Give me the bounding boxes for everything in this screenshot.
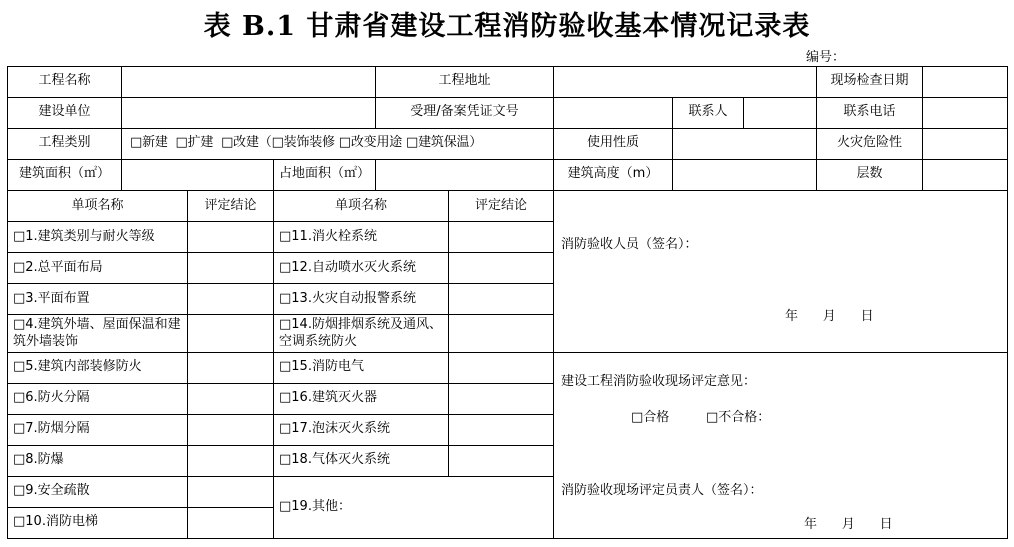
row-divider <box>7 97 1008 98</box>
col-divider <box>121 159 122 190</box>
items-header-result: 评定结论 <box>204 198 257 213</box>
item-left: □9.安全疏散 <box>13 483 90 498</box>
form-title: 表 B.1 甘肃省建设工程消防验收基本情况记录表 <box>203 11 811 42</box>
items-header-name: 单项名称 <box>334 198 387 213</box>
land-area-label: 占地面积（㎡） <box>278 166 370 181</box>
col-divider <box>553 66 554 97</box>
item-right: □14.防烟排烟系统及通风、空调系统防火 <box>279 317 442 349</box>
project-address-label: 工程地址 <box>438 73 491 88</box>
builder-label: 建设单位 <box>38 104 91 119</box>
col-divider <box>922 128 923 159</box>
item-left: □10.消防电梯 <box>13 514 98 529</box>
inspection-date-label: 现场检查日期 <box>830 73 909 88</box>
project-type-label: 工程类别 <box>38 135 91 150</box>
item-right: □18.气体灭火系统 <box>279 452 390 467</box>
row-divider <box>7 128 1008 129</box>
col-divider <box>922 66 923 97</box>
inspector-signature-label: 消防验收人员（签名）： <box>561 237 698 252</box>
evaluator-signature-date: 年 月 日 <box>804 517 893 532</box>
table-border-bottom <box>7 538 1008 539</box>
project-type-options: □新建 □扩建 □改建（□装饰装修 □改变用途 □建筑保温） <box>130 135 483 150</box>
row-divider <box>7 476 553 477</box>
item-left: □1.建筑类别与耐火等级 <box>13 229 155 244</box>
row-divider <box>7 507 273 508</box>
row-divider <box>7 283 553 284</box>
col-divider <box>375 159 376 190</box>
table-border-top <box>7 66 1008 67</box>
items-header-name: 单项名称 <box>71 198 124 213</box>
col-divider <box>121 128 122 159</box>
building-area-label: 建筑面积（㎡） <box>18 166 110 181</box>
col-divider <box>273 190 274 539</box>
col-divider <box>743 97 744 128</box>
pass-checkbox-label: □合格 <box>631 410 670 425</box>
row-divider <box>7 414 553 415</box>
col-divider <box>187 190 188 539</box>
col-divider <box>553 97 554 128</box>
item-right: □17.泡沫灭火系统 <box>279 421 390 436</box>
item-right: □16.建筑灭火器 <box>279 390 377 405</box>
row-divider <box>7 159 1008 160</box>
row-divider <box>7 383 553 384</box>
item-right: □15.消防电气 <box>279 359 364 374</box>
item-left: □4.建筑外墙、屋面保温和建筑外墙装饰 <box>13 317 181 349</box>
row-divider <box>7 445 553 446</box>
usage-label: 使用性质 <box>586 135 639 150</box>
evaluator-signature-label: 消防验收现场评定员责人（签名）： <box>561 483 763 498</box>
item-left: □3.平面布置 <box>13 291 90 306</box>
row-divider <box>7 252 553 253</box>
item-right: □13.火灾自动报警系统 <box>279 291 416 306</box>
row-divider <box>7 221 553 222</box>
floors-label: 层数 <box>856 166 883 181</box>
items-header-result: 评定结论 <box>474 198 527 213</box>
row-divider <box>7 314 553 315</box>
fail-checkbox-label: □不合格： <box>706 410 771 425</box>
item-left: □6.防火分隔 <box>13 390 90 405</box>
building-height-label: 建筑高度（m） <box>567 166 659 181</box>
acceptance-doc-label: 受理/备案凭证文号 <box>410 104 519 119</box>
evaluation-opinion-label: 建设工程消防验收现场评定意见： <box>561 374 757 389</box>
col-divider <box>121 66 122 97</box>
contact-phone-label: 联系电话 <box>843 104 896 119</box>
item-left: □7.防烟分隔 <box>13 421 90 436</box>
col-divider <box>922 97 923 128</box>
col-divider <box>121 97 122 128</box>
col-divider <box>922 159 923 190</box>
project-name-label: 工程名称 <box>38 73 91 88</box>
col-divider <box>672 128 673 159</box>
item-left: □8.防爆 <box>13 452 64 467</box>
fire-hazard-label: 火灾危险性 <box>836 135 902 150</box>
item-right: □12.自动喷水灭火系统 <box>279 260 416 275</box>
contact-person-label: 联系人 <box>688 104 728 119</box>
item-left: □5.建筑内部装修防火 <box>13 359 142 374</box>
row-divider <box>7 352 1008 353</box>
serial-number-label: 编号： <box>806 50 846 65</box>
table-border-right <box>1007 66 1008 539</box>
item-right: □11.消火栓系统 <box>279 229 377 244</box>
col-divider <box>672 159 673 190</box>
item-left: □2.总平面布局 <box>13 260 103 275</box>
inspector-signature-date: 年 月 日 <box>785 309 874 324</box>
col-divider <box>553 190 554 539</box>
row-divider <box>7 190 1008 191</box>
col-divider <box>448 190 449 477</box>
item-right: □19.其他： <box>279 499 351 514</box>
